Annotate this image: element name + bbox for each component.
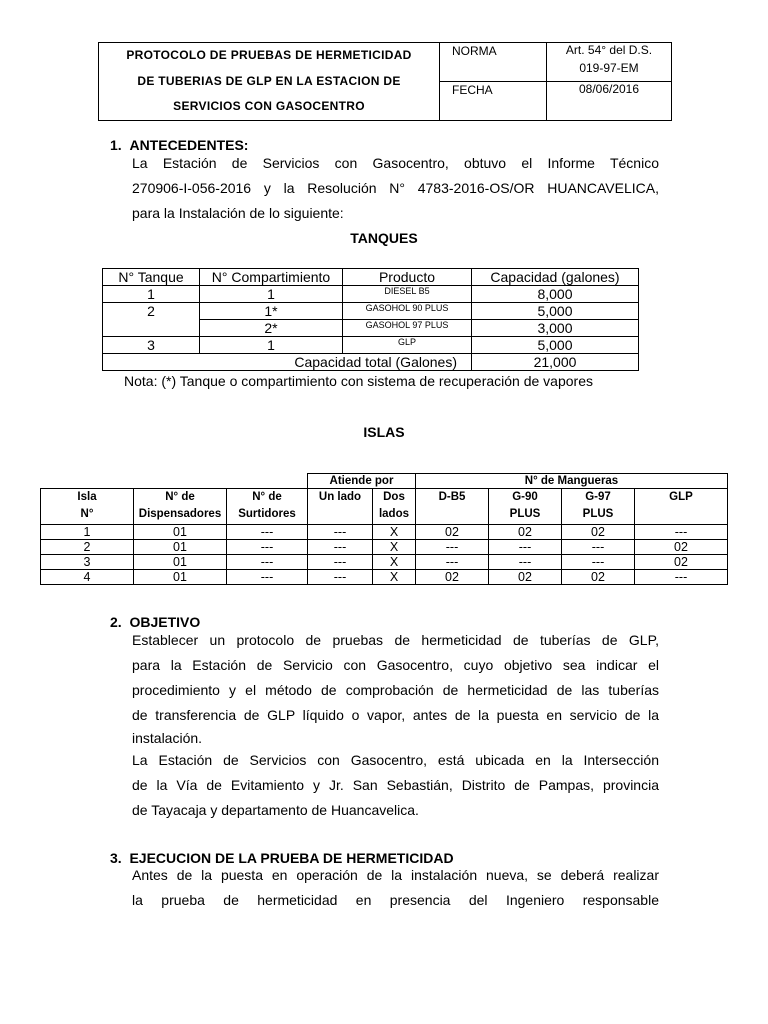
th-glp: GLP: [635, 489, 728, 525]
fecha-value: 08/06/2016: [547, 81, 672, 120]
title-line-3: SERVICIOS CON GASOCENTRO: [173, 99, 365, 113]
cell-tanque: 1: [103, 286, 200, 303]
section-1-body: [132, 151, 659, 226]
cell-db5: ---: [416, 555, 489, 570]
tanques-header-row: [103, 269, 639, 286]
group-atiende-por: Atiende por: [308, 474, 416, 489]
th-g90: G-90 PLUS: [489, 489, 562, 525]
header-table: [98, 42, 672, 121]
cell-g97: ---: [562, 540, 635, 555]
norma-value: [547, 43, 672, 82]
cell-dos-lados: X: [373, 525, 416, 540]
th-g97: G-97 PLUS: [562, 489, 635, 525]
th-tanque: N° Tanque: [103, 269, 200, 286]
tanques-total-row: [103, 354, 639, 371]
cell-g97: 02: [562, 525, 635, 540]
fecha-label: FECHA: [440, 81, 547, 120]
cell-compartimiento: 1: [200, 337, 343, 354]
cell-glp: ---: [635, 570, 728, 585]
section-1-line-3: para la Instalación de lo siguiente:: [132, 205, 344, 221]
norma-value-line-2: 019-97-EM: [579, 60, 639, 75]
cell-compartimiento: 2*: [200, 320, 343, 337]
cell-capacidad: 5,000: [472, 303, 639, 320]
section-1-line-2: 270906-I-056-2016 y la Resolución N° 4783-2016-OS/OR HUANCAVELICA,: [132, 180, 659, 196]
cell-db5: ---: [416, 540, 489, 555]
section-1-line-1: La Estación de Servicios con Gasocentro, obtuvo el Informe Técnico: [132, 155, 659, 171]
section-2-heading: 2. OBJETIVO: [110, 614, 201, 630]
cell-tanque: 2: [103, 303, 200, 337]
section-3-heading: 3. EJECUCION DE LA PRUEBA DE HERMETICIDAD: [110, 850, 454, 866]
th-compartimiento: N° Compartimiento: [200, 269, 343, 286]
section-1-heading: 1. ANTECEDENTES:: [110, 137, 249, 153]
cell-surtidores: ---: [227, 555, 308, 570]
cell-g90: 02: [489, 525, 562, 540]
cell-dos-lados: X: [373, 570, 416, 585]
section-3-body: [132, 863, 659, 913]
cell-glp: 02: [635, 555, 728, 570]
islas-header-row: [41, 489, 728, 525]
section-2-body: [132, 628, 659, 823]
cell-tanque: 3: [103, 337, 200, 354]
cell-producto: GLP: [343, 337, 472, 354]
tanques-table: [102, 268, 639, 371]
cell-capacidad: 5,000: [472, 337, 639, 354]
title-line-2: DE TUBERIAS DE GLP EN LA ESTACION DE: [137, 73, 401, 88]
table-row: [103, 303, 639, 320]
th-capacidad: Capacidad (galones): [472, 269, 639, 286]
th-un-lado: Un lado: [308, 489, 373, 525]
table-row: [103, 337, 639, 354]
cell-producto: GASOHOL 90 PLUS: [343, 303, 472, 320]
section-2-line-5: instalación.: [132, 730, 203, 746]
total-value: 21,000: [472, 354, 639, 371]
cell-dos-lados: X: [373, 540, 416, 555]
cell-surtidores: ---: [227, 525, 308, 540]
table-row: [41, 540, 728, 555]
cell-un-lado: ---: [308, 555, 373, 570]
cell-dos-lados: X: [373, 555, 416, 570]
th-producto: Producto: [343, 269, 472, 286]
islas-table: [40, 473, 728, 585]
section-3-line-2: la prueba de hermeticidad en presencia del Ingeniero responsable: [132, 892, 659, 908]
cell-producto: DIESEL B5: [343, 286, 472, 303]
th-surtidores: N° de Surtidores: [227, 489, 308, 525]
cell-surtidores: ---: [227, 570, 308, 585]
cell-db5: 02: [416, 570, 489, 585]
tanques-title: TANQUES: [350, 230, 418, 246]
cell-g90: ---: [489, 555, 562, 570]
cell-producto: GASOHOL 97 PLUS: [343, 320, 472, 337]
cell-dispensadores: 01: [134, 540, 227, 555]
cell-compartimiento: 1: [200, 286, 343, 303]
cell-isla: 3: [41, 555, 134, 570]
cell-g90: ---: [489, 540, 562, 555]
cell-capacidad: 8,000: [472, 286, 639, 303]
norma-label: NORMA: [440, 43, 547, 82]
table-row: [41, 570, 728, 585]
th-isla: Isla N°: [41, 489, 134, 525]
th-db5: D-B5: [416, 489, 489, 525]
table-row: [41, 525, 728, 540]
cell-isla: 2: [41, 540, 134, 555]
islas-title: ISLAS: [363, 424, 405, 440]
section-3-line-1: Antes de la puesta en operación de la instalación nueva, se deberá realizar: [132, 867, 659, 883]
norma-value-line-1: Art. 54° del D.S.: [565, 43, 653, 57]
group-mangueras: N° de Mangueras: [416, 474, 728, 489]
cell-g97: ---: [562, 555, 635, 570]
section-2-line-7: de la Vía de Evitamiento y Jr. San Sebastián, Distrito de Pampas, provincia: [132, 777, 659, 793]
cell-dispensadores: 01: [134, 555, 227, 570]
section-2-line-6: La Estación de Servicios con Gasocentro, está ubicada en la Intersección: [132, 752, 659, 768]
cell-un-lado: ---: [308, 525, 373, 540]
cell-un-lado: ---: [308, 570, 373, 585]
cell-isla: 4: [41, 570, 134, 585]
cell-g90: 02: [489, 570, 562, 585]
cell-glp: 02: [635, 540, 728, 555]
document-title: [99, 43, 440, 121]
cell-glp: ---: [635, 525, 728, 540]
th-dispensadores: N° de Dispensadores: [134, 489, 227, 525]
cell-surtidores: ---: [227, 540, 308, 555]
cell-capacidad: 3,000: [472, 320, 639, 337]
section-2-line-1: Establecer un protocolo de pruebas de hermeticidad de tuberías de GLP,: [132, 632, 659, 648]
section-2-line-4: de transferencia de GLP líquido o vapor, antes de la puesta en servicio de la: [132, 707, 659, 723]
cell-un-lado: ---: [308, 540, 373, 555]
section-2-line-3: procedimiento y el método de comprobación de hermeticidad de las tuberías: [132, 682, 659, 698]
cell-isla: 1: [41, 525, 134, 540]
cell-dispensadores: 01: [134, 570, 227, 585]
th-dos-lados: Dos lados: [373, 489, 416, 525]
section-2-line-2: para la Estación de Servicio con Gasocentro, cuyo objetivo sea indicar el: [132, 657, 659, 673]
cell-db5: 02: [416, 525, 489, 540]
cell-dispensadores: 01: [134, 525, 227, 540]
total-label: Capacidad total (Galones): [103, 354, 472, 371]
islas-group-row: [41, 474, 728, 489]
tanques-note: Nota: (*) Tanque o compartimiento con sistema de recuperación de vapores: [124, 373, 593, 389]
table-row: [103, 286, 639, 303]
cell-compartimiento: 1*: [200, 303, 343, 320]
title-line-1: PROTOCOLO DE PRUEBAS DE HERMETICIDAD: [126, 48, 412, 62]
cell-g97: 02: [562, 570, 635, 585]
section-2-line-8: de Tayacaja y departamento de Huancavelica.: [132, 802, 419, 818]
table-row: [41, 555, 728, 570]
